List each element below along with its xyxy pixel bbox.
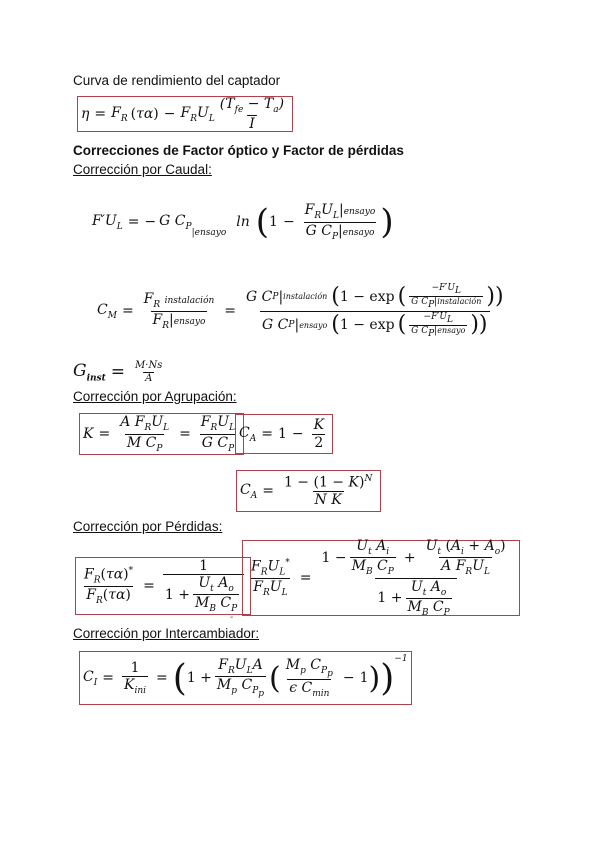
- instalacion-sub: instalación: [437, 297, 482, 307]
- ensayo-sub: ensayo: [437, 325, 466, 335]
- ta-correction-equation: $\frac{F_R(\tau\alpha)^*}{F_R(\tau\alpha)}$ = 1 1 + $\frac{U_t A_o}{M_B C_P}$: [75, 557, 251, 615]
- inst-sub: inst: [86, 373, 106, 384]
- k-equation: K = $\frac{A F_RU_L}{M C_P}$ = $\frac{F_RU_L}{G C_P}$: [79, 413, 244, 455]
- ca-half-equation: $C_A$ = 1 − $\frac{K}{2}$: [235, 414, 333, 454]
- curva-title: Curva de rendimiento del captador: [73, 73, 281, 88]
- ensayo-sub: ensayo: [299, 320, 328, 330]
- ensayo-sub: ensayo: [342, 227, 375, 238]
- ul-correction-equation: $\frac{F_RU_L^*}{F_RU_L}$ = 1 − $\frac{U_t A_i}{M_B C_P}$ + $\frac{U_t (A_i + A_o)}{A F_RU_L}$ 1 + $\frac{U_t A_o}{M_B C_P}$: [242, 540, 520, 616]
- perdidas-heading: Corrección por Pérdidas:: [73, 519, 223, 534]
- caudal-heading: Corrección por Caudal:: [73, 162, 212, 177]
- efficiency-equation: η = $F_R$ ( τα ) − $F_RU_L$ $\frac{(T_{fe} - T_a)}{I}$: [77, 96, 293, 132]
- agrupacion-heading: Corrección por Agrupación:: [73, 389, 237, 404]
- ensayo-sub: ensayo: [343, 207, 376, 218]
- ginst-equation: $G_{inst}$ = $\frac{M\cdot Ns}{A}$: [73, 360, 163, 384]
- ci-equation: $C_I$ = $\frac{1}{K_{ini}}$ = ( 1 + $\frac{F_RU_LA}{M_p C_{P_p}}$ ( $\frac{M_p C_{P_p}}{\epsilon C_{min}}$ − 1 ) ) $^{-1}$: [79, 651, 412, 705]
- cm-equation: $C_M$ = $\frac{F_R instalación}{F_R|ensayo}$ = G C P | instalación ( 1 − exp ( $\frac{-F'U_L}{G C_P|instalación}$ )) G C P | ensayo ( 1 − exp ( $\frac{-F'U_L}{G C_P|ensayo}$ )): [97, 283, 504, 339]
- instalacion-sub: instalación: [164, 296, 215, 307]
- ca-n-equation: $C_A$ = $\frac{1 - (1 - K)^N}{\text{N K}}$: [236, 470, 381, 512]
- fprime-ul-equation: $F'U_L$ = − G $C_P$ |ensayo ln ( 1 − $\frac{F_RU_L|ensayo}{G C_P|ensayo}$ ): [92, 202, 394, 242]
- correcciones-title: Correcciones de Factor óptico y Factor de pérdidas: [73, 143, 404, 158]
- intercambiador-heading: Corrección por Intercambiador:: [73, 626, 260, 641]
- ensayo-sub: ensayo: [194, 228, 227, 238]
- instalacion-sub: instalación: [283, 292, 328, 302]
- stray-mark: -: [230, 612, 234, 623]
- ensayo-sub: ensayo: [173, 316, 206, 327]
